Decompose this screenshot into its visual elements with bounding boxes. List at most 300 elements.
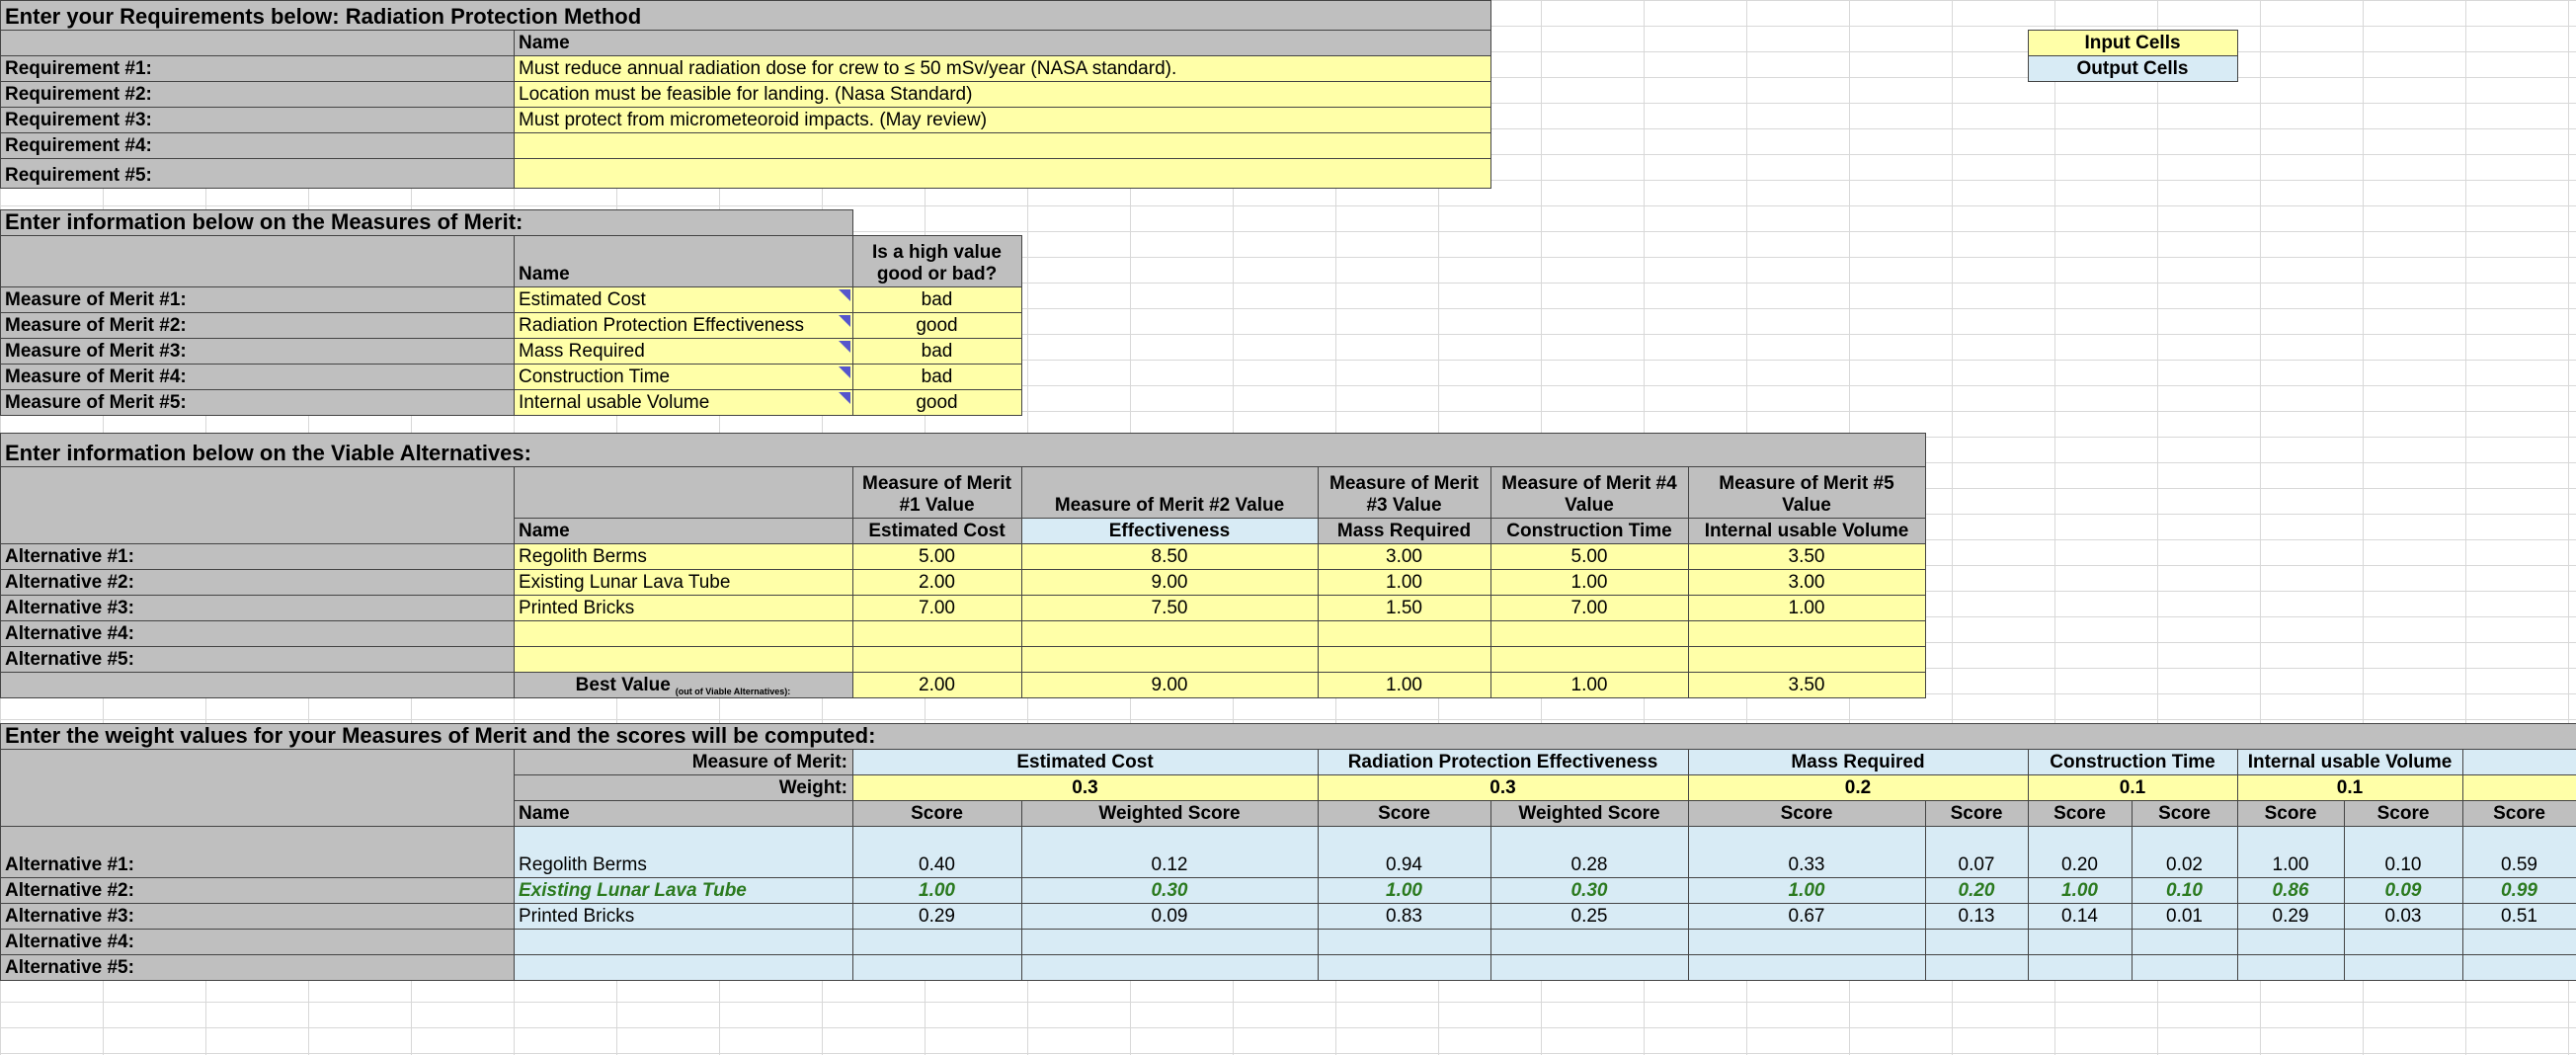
merit-high-value-input-text: bad [921,341,953,363]
alternative-mom-name [1318,518,1491,544]
alternative-mom-name [852,518,1022,544]
legend-output-cells-text: Output Cells [2076,58,2189,80]
requirement-input[interactable] [514,158,1491,189]
merit-label-text: Measure of Merit #4: [5,366,187,388]
alternative-value-input-text: 9.00 [1151,572,1188,594]
score-cell [2028,954,2133,981]
weighted-score-cell-text: 0.12 [1151,854,1188,876]
alternatives-title-text: Enter information below on the Viable Alternatives: [5,440,531,465]
weighted-score-header-text: Weighted Score [1098,803,1241,825]
weighted-score-cell-text: 0.07 [1958,854,1995,876]
weighted-score-cell [1925,929,2029,955]
score-cell [1318,929,1491,955]
weights-mom-name [852,749,1319,775]
best-value-cell-text: 9.00 [1151,675,1188,696]
alternative-value-input[interactable] [1688,569,1926,596]
alternative-value-input-text: 1.50 [1386,598,1422,619]
best-value-cell-text: 1.00 [1570,675,1608,696]
weighted-score-cell [1021,954,1319,981]
score-cell-text: 0.33 [1788,854,1825,876]
merit-label [0,312,515,339]
score-row-name [514,929,853,955]
requirements-title [0,0,1491,31]
weighted-score-header [1925,800,2029,827]
weighted-score-cell [2344,929,2463,955]
weight-input[interactable] [1318,774,1689,801]
alternative-value-input-text: 3.50 [1788,546,1825,568]
score-row-name-text: Regolith Berms [519,854,647,876]
alternative-value-input-text: 7.00 [1570,598,1608,619]
weighted-score-cell [1490,954,1689,981]
alternative-name-input[interactable] [514,620,853,647]
comment-indicator-icon[interactable] [839,289,850,301]
alternative-mom-header [852,466,1022,519]
score-row-name-text: Printed Bricks [519,906,635,928]
merit-high-value-input-text: bad [921,366,953,388]
comment-indicator-icon[interactable] [839,392,850,404]
total-weighted-score-header [2462,800,2576,827]
alternative-label-text: Alternative #1: [5,546,134,568]
total-score-cell-text: 0.99 [2501,880,2537,902]
weighted-score-cell [1490,826,1689,878]
requirement-input-text: Location must be feasible for landing. (Nasa Standard) [519,84,973,106]
weighted-score-cell [1490,929,1689,955]
weight-input[interactable] [1688,774,2029,801]
weights-mom-name [1688,749,2029,775]
weights-title-text: Enter the weight values for your Measures of Merit and the scores will be computed: [5,723,876,748]
alternative-value-input[interactable] [1318,620,1491,647]
score-header [1688,800,1926,827]
weights-mom-name [2028,749,2238,775]
score-row-name [514,903,853,930]
alternatives-title [0,433,1926,467]
score-cell-text: 0.14 [2061,906,2098,928]
requirement-label [0,132,515,159]
weighted-score-cell-text: 0.03 [2384,906,2422,928]
weighted-score-cell-text: 0.10 [2166,880,2203,902]
weighted-score-cell [1021,877,1319,904]
weighted-score-cell [2132,954,2238,981]
alternative-mom-header-text: Measure of Merit #1 Value [862,473,1011,517]
total-score-cell-text: 0.59 [2501,854,2537,876]
alternative-mom-name [1490,518,1689,544]
alternatives-header-blank [0,466,515,544]
best-value-cell [1490,672,1689,698]
weighted-score-cell [1021,903,1319,930]
score-cell-text: 1.00 [2061,880,2098,902]
merit-name-input-text: Radiation Protection Effectiveness [519,315,805,337]
alternative-value-input[interactable] [1021,620,1319,647]
alternatives-name-header [514,518,853,544]
alternative-value-input[interactable] [1318,543,1491,570]
merit-high-value-input-text: good [916,315,958,337]
merit-high-value-input[interactable] [852,286,1022,313]
merit-high-value-input-text: good [916,392,958,414]
alternative-value-input-text: 1.00 [1386,572,1422,594]
alternative-value-input[interactable] [1490,620,1689,647]
weighted-score-header [2344,800,2463,827]
total-weighted-score-header-text: Score [2493,803,2545,825]
score-cell-text: 1.00 [1386,880,1422,902]
score-row-label-text: Alternative #3: [5,906,134,928]
best-label-blank [0,672,515,698]
merit-high-value-input[interactable] [852,338,1022,365]
merit-label-text: Measure of Merit #2: [5,315,187,337]
merit-label [0,389,515,416]
score-row-label [0,929,515,955]
total-score-cell [2462,903,2576,930]
merit-name-input[interactable] [514,364,853,390]
merits-name-header-text: Name [519,264,570,285]
requirements-header-blank [0,30,515,56]
alternative-label-text: Alternative #4: [5,623,134,645]
alternative-value-input[interactable] [1318,569,1491,596]
comment-indicator-icon[interactable] [839,315,850,327]
alternative-value-input[interactable] [1490,569,1689,596]
weighted-score-cell-text: 0.01 [2166,906,2203,928]
weighted-score-cell [2132,903,2238,930]
alternative-value-input-text: 8.50 [1151,546,1188,568]
weighted-score-header-text: Score [2376,803,2430,825]
requirement-input[interactable] [514,55,1491,82]
requirement-input-text: Must reduce annual radiation dose for crew to ≤ 50 mSv/year (NASA standard). [519,58,1177,80]
score-row-label [0,903,515,930]
score-header-text: Score [1378,803,1430,825]
alternative-value-input[interactable] [852,543,1022,570]
weighted-score-cell [2132,826,2238,878]
score-cell [2028,826,2133,878]
alternative-value-input[interactable] [852,620,1022,647]
best-value-cell [1318,672,1491,698]
weighted-score-cell [2344,826,2463,878]
weights-mom-name-text: Mass Required [1791,752,1925,773]
requirement-input[interactable] [514,132,1491,159]
alternative-name-input[interactable] [514,543,853,570]
alternative-mom-name-text: Construction Time [1506,521,1672,542]
weighted-score-header-text: Score [1950,803,2003,825]
score-cell [852,877,1022,904]
merit-name-input-text: Estimated Cost [519,289,646,311]
weight-input[interactable] [2028,774,2238,801]
best-value-note: (out of Viable Alternatives): [675,686,791,696]
merit-label-text: Measure of Merit #5: [5,392,187,414]
alternative-mom-name [1688,518,1926,544]
weighted-score-cell-text: 0.28 [1570,854,1608,876]
alternative-value-input[interactable] [1688,543,1926,570]
alternative-value-input[interactable] [1490,646,1689,673]
merit-label-text: Measure of Merit #1: [5,289,187,311]
weighted-score-cell-text: 0.09 [1151,906,1188,928]
alternative-label [0,646,515,673]
weighted-score-header [1021,800,1319,827]
score-cell-text: 0.86 [2272,880,2309,902]
weights-total-top-blank [2462,749,2576,775]
alternative-value-input-text: 2.00 [919,572,955,594]
score-cell [852,929,1022,955]
alternative-mom-name-text: Mass Required [1336,521,1472,542]
alternative-value-input[interactable] [1021,646,1319,673]
merits-header-blank [0,235,515,287]
alternative-name-input[interactable] [514,646,853,673]
weighted-score-cell-text: 0.09 [2384,880,2422,902]
weights-mom-name [2237,749,2463,775]
requirement-label [0,55,515,82]
score-cell [2028,903,2133,930]
score-cell [1688,877,1926,904]
score-cell [1318,954,1491,981]
best-value-cell-text: 2.00 [919,675,955,696]
merit-label [0,338,515,365]
best-value-cell [852,672,1022,698]
merits-high-value-header [852,235,1022,287]
alternative-value-input[interactable] [1318,595,1491,621]
weighted-score-cell [1925,826,2029,878]
score-cell-text: 0.29 [2272,906,2309,928]
alternative-value-input[interactable] [1021,543,1319,570]
requirements-name-header-text: Name [519,33,570,54]
merits-title-text: Enter information below on the Measures of Merit: [5,209,523,234]
weighted-score-cell-text: 0.02 [2166,854,2203,876]
alternative-mom-header [1688,466,1926,519]
requirement-label-text: Requirement #1: [5,58,152,80]
alternatives-name-header-text: Name [519,521,570,542]
alternative-value-input[interactable] [1021,569,1319,596]
alternative-mom-header [1490,466,1689,519]
merit-high-value-input[interactable] [852,389,1022,416]
weighted-score-cell-text: 0.25 [1570,906,1608,928]
weights-mom-name-text: Estimated Cost [1016,752,1154,773]
weighted-score-cell [1021,929,1319,955]
score-row-name [514,954,853,981]
weighted-score-cell [1925,954,2029,981]
weighted-score-cell-text: 0.10 [2384,854,2422,876]
alternative-value-input[interactable] [852,646,1022,673]
comment-indicator-icon[interactable] [839,341,850,353]
alternative-mom-header-text: Measure of Merit #3 Value [1329,473,1479,517]
score-cell-text: 1.00 [2272,854,2309,876]
alternative-value-input-text: 3.00 [1386,546,1422,568]
merit-name-input[interactable] [514,286,853,313]
score-cell [2028,929,2133,955]
score-cell [2028,877,2133,904]
weight-input-text: 0.1 [2119,777,2146,799]
merit-high-value-input-text: bad [921,289,953,311]
comment-indicator-icon[interactable] [839,366,850,378]
score-header [2237,800,2345,827]
merit-high-value-input[interactable] [852,312,1022,339]
score-cell-text: 1.00 [919,880,955,902]
alternative-value-input[interactable] [852,595,1022,621]
score-row-label-text: Alternative #5: [5,957,134,979]
alternative-value-input-text: 5.00 [919,546,955,568]
total-score-cell [2462,929,2576,955]
alternative-mom-header [1318,466,1491,519]
total-score-cell-text: 0.51 [2501,906,2537,928]
score-cell [2237,826,2345,878]
score-cell [2237,903,2345,930]
alternative-mom-name-text: Effectiveness [1108,521,1231,542]
weighted-score-cell [2344,954,2463,981]
alternative-label-text: Alternative #3: [5,598,134,619]
weighted-score-header [2132,800,2238,827]
alternative-value-input-text: 7.00 [919,598,955,619]
score-row-label-text: Alternative #1: [5,854,134,876]
alternative-name-input-text: Existing Lunar Lava Tube [519,572,731,594]
merit-name-input-text: Internal usable Volume [519,392,710,414]
weight-input[interactable] [2237,774,2463,801]
merit-name-input[interactable] [514,312,853,339]
alternative-name-input[interactable] [514,569,853,596]
alternative-value-input[interactable] [1688,595,1926,621]
alternative-mom-name-text: Internal usable Volume [1704,521,1909,542]
requirement-label [0,158,515,189]
score-cell [2237,929,2345,955]
alternative-label [0,595,515,621]
score-row-label-text: Alternative #4: [5,932,134,953]
total-score-cell [2462,826,2576,878]
best-value-cell [1688,672,1926,698]
alternative-name-input[interactable] [514,595,853,621]
score-row-label [0,826,515,878]
alternative-mom-header [1021,466,1319,519]
weight-input[interactable] [852,774,1319,801]
weights-mom-name-text: Construction Time [2050,752,2215,773]
merit-name-input[interactable] [514,338,853,365]
merit-name-input[interactable] [514,389,853,416]
alternative-mom-name-text: Estimated Cost [868,521,1006,542]
merits-high-value-header-text: Is a high value good or bad? [872,242,1002,285]
total-score-cell [2462,954,2576,981]
alternative-name-input-text: Printed Bricks [519,598,635,619]
score-cell [1688,929,1926,955]
best-value-cell-text: 3.50 [1788,675,1825,696]
alternative-value-input[interactable] [1021,595,1319,621]
weights-total-weight-blank [2462,774,2576,801]
score-header [1318,800,1491,827]
score-header-text: Score [2053,803,2106,825]
requirement-input-text: Must protect from micrometeoroid impacts. (May review) [519,110,988,131]
weights-mom-name-text: Internal usable Volume [2247,752,2453,773]
weighted-score-header-text: Score [2158,803,2211,825]
score-cell [852,903,1022,930]
weights-weight-label [514,774,853,801]
alternative-label-text: Alternative #5: [5,649,134,671]
score-cell-text: 0.20 [2061,854,2098,876]
score-cell-text: 0.67 [1788,906,1825,928]
weighted-score-cell [2132,877,2238,904]
alternative-mom-name [1021,518,1319,544]
alternative-mom-header-text: Measure of Merit #5 Value [1719,473,1894,517]
score-cell [1318,826,1491,878]
best-value-cell-text: 1.00 [1386,675,1422,696]
score-cell-text: 0.29 [919,906,955,928]
score-cell [1688,826,1926,878]
score-header-text: Score [1780,803,1833,825]
score-row-label [0,877,515,904]
weighted-score-cell-text: 0.30 [1570,880,1608,902]
requirement-input[interactable] [514,107,1491,133]
score-cell [1688,954,1926,981]
weight-input-text: 0.1 [2336,777,2364,799]
score-row-label [0,954,515,981]
alternative-value-input[interactable] [1490,595,1689,621]
alternative-value-input[interactable] [852,569,1022,596]
score-header-text: Score [911,803,963,825]
weights-mom-label [514,749,853,775]
score-cell [2237,877,2345,904]
requirements-name-header [514,30,1491,56]
requirement-label-text: Requirement #2: [5,84,152,106]
alternative-name-input-text: Regolith Berms [519,546,647,568]
requirement-label-text: Requirement #4: [5,135,152,157]
alternative-label [0,620,515,647]
merit-high-value-input[interactable] [852,364,1022,390]
score-header-text: Score [2264,803,2317,825]
score-header [2028,800,2133,827]
merit-label [0,364,515,390]
requirement-label-text: Requirement #3: [5,110,152,131]
weighted-score-cell [1490,877,1689,904]
weights-header-blank [0,749,515,827]
alternative-value-input[interactable] [1688,620,1926,647]
alternative-value-input[interactable] [1490,543,1689,570]
merit-label-text: Measure of Merit #3: [5,341,187,363]
score-cell [1318,877,1491,904]
merits-title [0,209,853,236]
weights-mom-name [1318,749,1689,775]
weighted-score-cell [2132,929,2238,955]
total-score-cell [2462,877,2576,904]
alternative-value-input-text: 1.00 [1570,572,1608,594]
weighted-score-cell [2344,903,2463,930]
requirement-input[interactable] [514,81,1491,108]
alternative-value-input[interactable] [1318,646,1491,673]
weighted-score-cell [1490,903,1689,930]
requirement-label-text: Requirement #5: [5,165,152,187]
alternative-label-text: Alternative #2: [5,572,134,594]
weights-name-header-text: Name [519,803,570,825]
weights-mom-label-text: Measure of Merit: [691,752,847,773]
alternative-value-input[interactable] [1688,646,1926,673]
merit-name-input-text: Mass Required [519,341,645,363]
weights-weight-label-text: Weight: [778,777,847,799]
best-value-label [514,672,853,698]
weights-title [0,723,2576,750]
score-cell [852,954,1022,981]
weighted-score-header-text: Weighted Score [1518,803,1660,825]
alternative-value-input-text: 3.00 [1788,572,1825,594]
merits-name-header [514,235,853,287]
alternative-mom-header-text: Measure of Merit #4 Value [1501,473,1677,517]
weighted-score-cell [2344,877,2463,904]
score-cell-text: 0.40 [919,854,955,876]
weight-input-text: 0.3 [1489,777,1516,799]
score-row-name-text: Existing Lunar Lava Tube [519,880,747,902]
merit-label [0,286,515,313]
merit-name-input-text: Construction Time [519,366,671,388]
alternative-value-input-text: 5.00 [1570,546,1608,568]
score-row-label-text: Alternative #2: [5,880,134,902]
score-cell [1318,903,1491,930]
requirements-title-text: Enter your Requirements below: Radiation Protection Method [5,3,642,29]
alternative-value-input-text: 7.50 [1151,598,1188,619]
weights-mom-name-text: Radiation Protection Effectiveness [1347,752,1658,773]
weighted-score-cell-text: 0.30 [1151,880,1188,902]
weighted-score-cell-text: 0.13 [1958,906,1995,928]
alternative-label [0,569,515,596]
legend-input-cells-text: Input Cells [2084,33,2181,54]
score-cell [852,826,1022,878]
